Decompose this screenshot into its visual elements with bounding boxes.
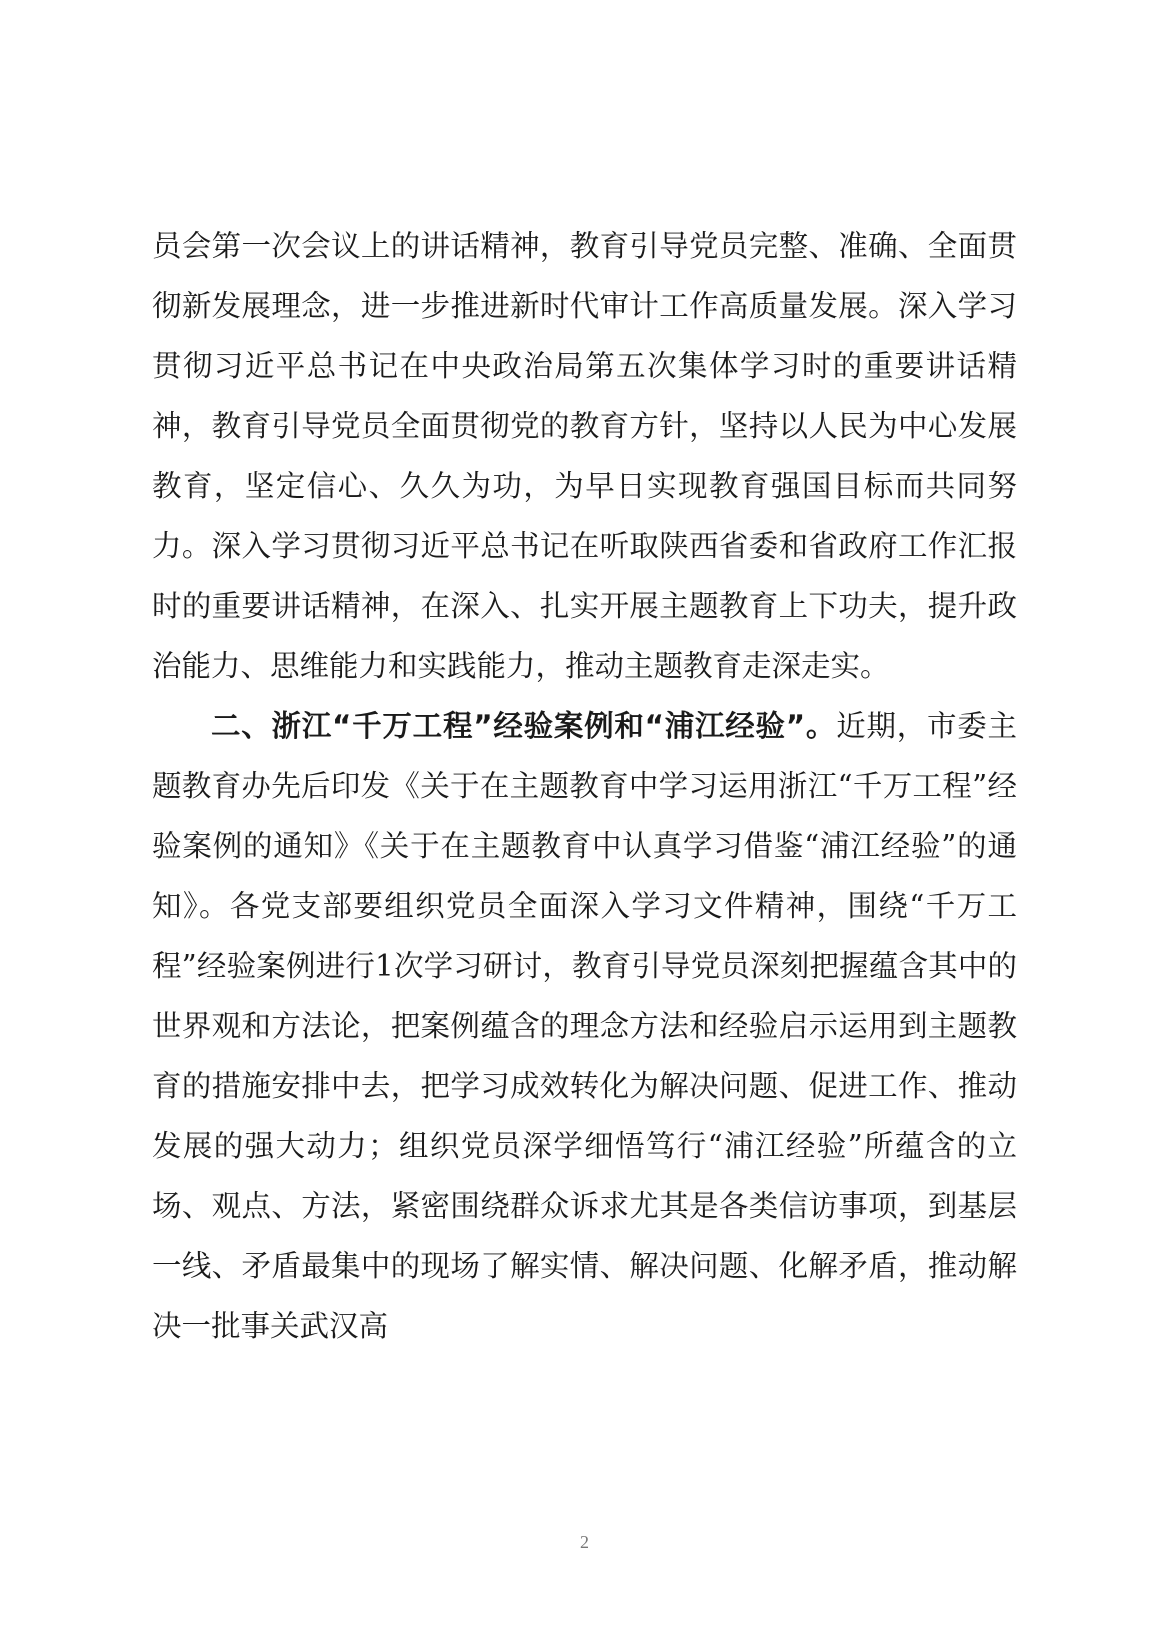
page-number: 2 xyxy=(580,1532,589,1552)
paragraph-section-two xyxy=(152,696,1017,1356)
paragraph-continued: 员会第一次会议上的讲话精神，教育引导党员完整、准确、全面贯彻新发展理念，进一步推进新时代审计工作高质量发展。深入学习贯彻习近平总书记在中央政治局第五次集体学习时的重要讲话精神，教育引导党员全面贯彻党的教育方针，坚持以人民为中心发展教育，坚定信心、久久为功，为早日实现教育强国目标而共同努力。深入学习贯彻习近平总书记在听取陕西省委和省政府工作汇报时的重要讲话精神，在深入、扎实开展主题教育上下功夫，提升政治能力、思维能力和实践能力，推动主题教育走深走实。 xyxy=(152,229,1017,683)
section-body-text: 近期，市委主题教育办先后印发《关于在主题教育中学习运用浙江“千万工程”经验案例的通知》《关于在主题教育中认真学习借鉴“浦江经验”的通知》。各党支部要组织党员全面深入学习文件精神，围绕“千万工程”经验案例进行1次学习研讨，教育引导党员深刻把握蕴含其中的世界观和方法论，把案例蕴含的理念方法和经验启示运用到主题教育的措施安排中去，把学习成效转化为解决问题、促进工作、推动发展的强大动力；组织党员深学细悟笃行“浦江经验”所蕴含的立场、观点、方法，紧密围绕群众诉求尤其是各类信访事项，到基层一线、矛盾最集中的现场了解实情、解决问题、化解矛盾，推动解决一批事关武汉高 xyxy=(152,709,1017,1343)
section-heading: 二、浙江“千万工程”经验案例和“浦江经验”。 xyxy=(211,709,837,743)
document-body xyxy=(152,216,1017,1356)
